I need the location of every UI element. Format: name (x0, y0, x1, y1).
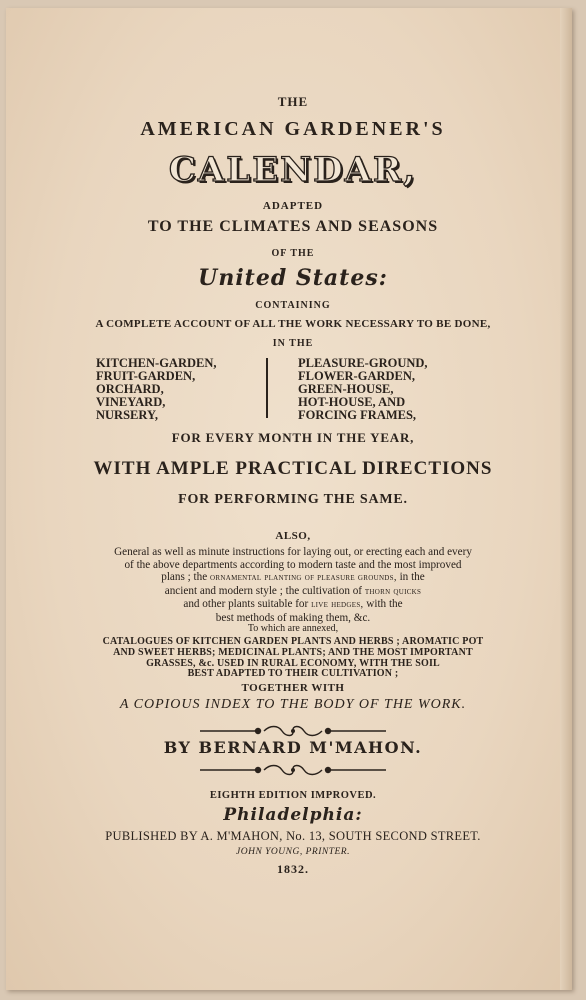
subtitle-adapted: ADAPTED (262, 200, 324, 212)
copious-index-line: A COPIOUS INDEX TO THE BODY OF THE WORK. (119, 697, 467, 712)
annexed-line: To which are annexed, (247, 623, 339, 634)
printer-line: JOHN YOUNG, PRINTER. (236, 847, 350, 857)
paragraph-line (56, 585, 530, 599)
edition-line: EIGHTH EDITION IMPROVED. (209, 790, 377, 801)
paragraph-line: CATALOGUES OF KITCHEN GARDEN PLANTS AND HERBS ; AROMATIC POT (102, 636, 484, 647)
department-item: FLOWER-GARDEN, (298, 369, 416, 383)
department-item: KITCHEN-GARDEN, (96, 356, 217, 370)
paragraph-line (56, 598, 530, 612)
paragraph-line: of the above departments according to modern taste and the most improved (124, 558, 462, 571)
text-run: ancient and modern style ; the cultivation of (164, 584, 365, 597)
every-month-line: FOR EVERY MONTH IN THE YEAR, (171, 430, 415, 445)
subtitle-united-states: United States: (198, 265, 388, 291)
author-line: BY BERNARD M'MAHON. (163, 738, 423, 757)
title-the: THE (277, 94, 309, 109)
departments-right-column (298, 357, 428, 422)
small-caps-run: ornamental planting of pleasure grounds, (210, 572, 397, 584)
department-item: HOT-HOUSE, AND (298, 395, 406, 409)
department-item: ORCHARD, (96, 382, 164, 396)
ample-directions-line: WITH AMPLE PRACTICAL DIRECTIONS (93, 458, 493, 479)
also-line: ALSO, (275, 530, 311, 542)
department-item: FORCING FRAMES, (298, 408, 417, 422)
ornament-rule-top-icon (196, 724, 390, 738)
text-run: and other plants suitable for (183, 598, 312, 611)
departments-left-column (96, 357, 217, 422)
text-run: in the (396, 571, 425, 584)
year-line: 1832. (277, 862, 309, 876)
small-caps-run: live hedges, (311, 599, 364, 611)
title-american-gardeners: AMERICAN GARDENER'S (140, 118, 446, 140)
text-run: plans ; the (161, 571, 211, 584)
subtitle-of-the: OF THE (271, 248, 315, 259)
city-line: Philadelphia: (223, 805, 363, 825)
instructions-paragraph (56, 546, 530, 625)
small-caps-run: thorn quicks (364, 585, 422, 597)
ornament-rule-bottom-icon (196, 763, 390, 777)
column-divider (266, 358, 268, 418)
department-item: GREEN-HOUSE, (298, 382, 394, 396)
catalogues-paragraph (56, 637, 530, 680)
department-item: PLEASURE-GROUND, (298, 356, 428, 370)
paragraph-line (56, 571, 530, 585)
paragraph-line: best methods of making them, &c. (215, 611, 371, 624)
publisher-line: PUBLISHED BY A. M'MAHON, No. 13, SOUTH SECOND STREET. (105, 829, 481, 843)
paragraph-line: BEST ADAPTED TO THEIR CULTIVATION ; (187, 668, 399, 680)
subtitle-climates: TO THE CLIMATES AND SEASONS (147, 218, 439, 235)
together-with-line: TOGETHER WITH (241, 682, 345, 694)
text-run: with the (363, 598, 403, 611)
subtitle-containing: CONTAINING (255, 300, 331, 311)
subtitle-complete-account: A COMPLETE ACCOUNT OF ALL THE WORK NECESSARY TO BE DONE, (95, 318, 491, 330)
department-item: VINEYARD, (96, 395, 166, 409)
subtitle-in-the: IN THE (272, 338, 314, 349)
performing-line: FOR PERFORMING THE SAME. (178, 492, 408, 507)
paragraph-line: GRASSES, &c. USED IN RURAL ECONOMY, WITH THE SOIL (146, 657, 440, 669)
title-calendar: CALENDAR, (168, 150, 418, 190)
department-item: FRUIT-GARDEN, (96, 369, 196, 383)
paragraph-line: General as well as minute instructions for laying out, or erecting each and every (114, 546, 472, 558)
department-item: NURSERY, (96, 408, 158, 422)
paragraph-line: AND SWEET HERBS; MEDICINAL PLANTS; AND THE MOST IMPORTANT (113, 646, 473, 658)
